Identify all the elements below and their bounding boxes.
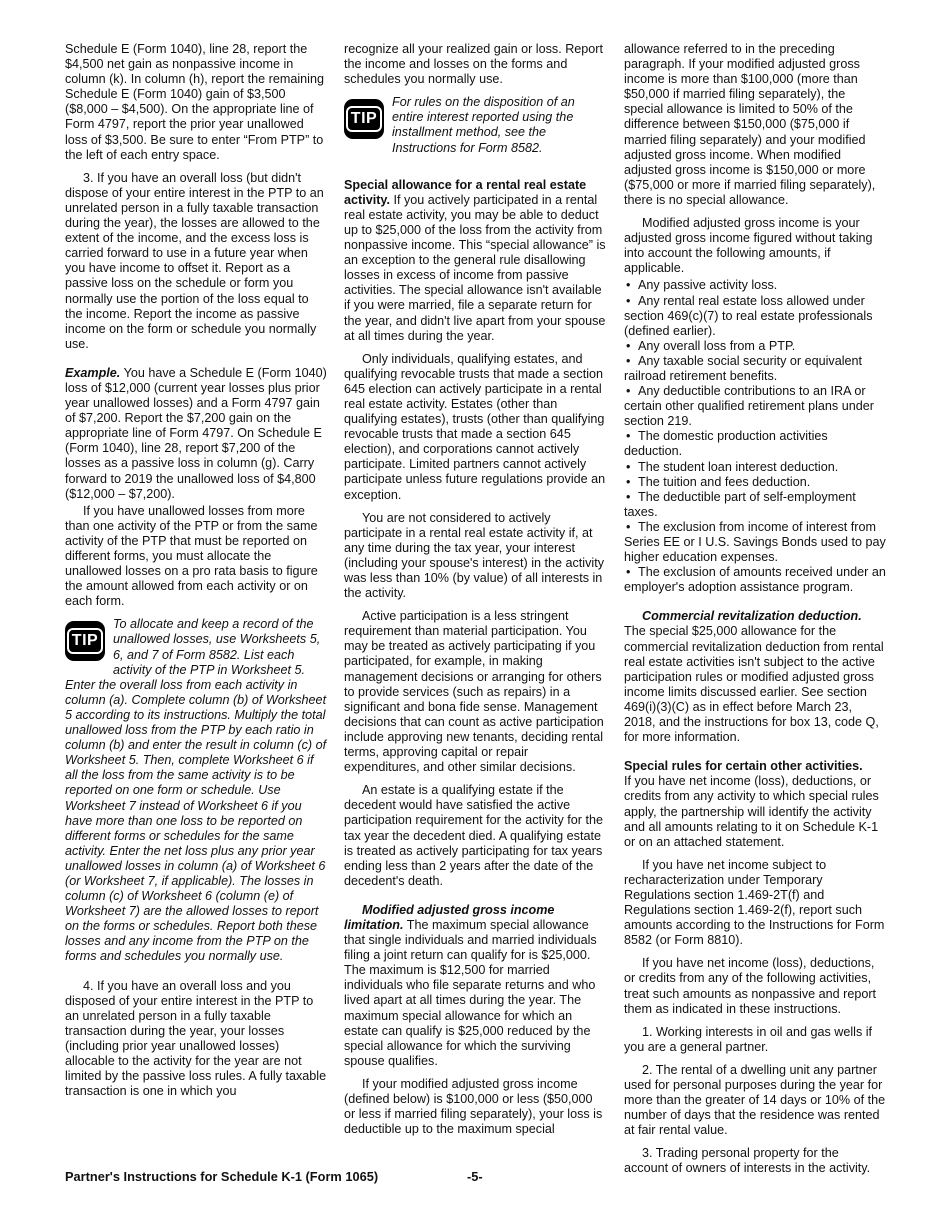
paragraph: recognize all your realized gain or loss. Report the income and losses on the forms and schedules you normally use.	[344, 42, 604, 87]
paragraph: If you have net income subject to recharacterization under Temporary Regulations section 1.469-2T(f) and Regulations section 1.469-2(f), report such amounts according to the Instructions for Form 8582 (or Form 8810).	[624, 857, 885, 948]
magi-text: The maximum special allowance that single individuals and married individuals filing a joint return can qualify for is $25,000. The maximum is $12,500 for married individuals who file separate returns and who lived apart at all times during the year. The maximum special allowance for which an estate can qualify is $25,000 reduced by the special allowance for which the surviving spouse qualifies.	[344, 917, 597, 1068]
paragraph: You are not considered to actively participate in a rental real estate activity if, at any time during the tax year, your interest (including your spouse's interest) in the activity was less than 10% (by value) of all interests in the activity.	[344, 510, 604, 601]
special-allowance-paragraph	[344, 178, 606, 344]
special-allowance-text: If you actively participated in a rental real estate activity, you may be able to deduct up to $25,000 of the loss from the activity from nonpassive income. This “special allowance” is an exception to the general rule disallowing losses in excess of income from passive activities. The special allowance isn't available if you were married, file a separate return for the year, and didn't live apart from your spouse at all times during the year.	[344, 192, 606, 343]
paragraph: 2. The rental of a dwelling unit any partner used for personal purposes during the year for more than the greater of 14 days or 10% of the number of days that the residence was rented at fair rental value.	[624, 1062, 886, 1138]
paragraph: 4. If you have an overall loss and you disposed of your entire interest in the PTP to an unrelated person in a fully taxable transaction during the year, your losses (including prior year unallowed losses) allocable to the activity for the year are not limited by the passive loss rules. A fully taxable transaction is one in which you	[65, 978, 327, 1099]
example-text: You have a Schedule E (Form 1040) loss of $12,000 (current year losses plus prior year unallowed losses) and a Form 4797 gain of $7,200. Report the $7,200 gain on the appropriate line of Form 4797. On Schedule E (Form 1040), line 28, report $7,200 of the losses as a passive loss in column (g). Carry forward to 2019 the unallowed loss of $4,800 ($12,000 – $7,200).	[65, 365, 327, 501]
bullet-list	[624, 278, 886, 595]
paragraph: 1. Working interests in oil and gas wells if you are a general partner.	[624, 1024, 873, 1054]
list-item: • Any passive activity loss.	[624, 278, 886, 293]
column-2	[344, 42, 606, 1139]
special-rules-heading: Special rules for certain other activities.	[624, 759, 863, 774]
tip-note	[65, 617, 327, 964]
crd-heading-line	[624, 609, 886, 624]
tip-icon: TIP	[344, 99, 384, 139]
example-label: Example.	[65, 365, 121, 380]
example-paragraph	[65, 366, 327, 502]
crd-label: Commercial revitalization deduction.	[642, 609, 862, 624]
magi-paragraph	[344, 903, 606, 1069]
special-rules-heading-line	[624, 759, 886, 774]
paragraph: Only individuals, qualifying estates, and qualifying revocable trusts that made a section 645 election can actively participate in a rental real estate activity. Estates (other than qualifying estates), trusts (other than qualifying revocable trusts that made a section 645 election), and corporations cannot actively participate. Limited partners cannot actively participate unless future regulations provide an exception.	[344, 351, 606, 502]
list-item: • The exclusion from income of interest from Series EE or I U.S. Savings Bonds used to pay higher education expenses.	[624, 520, 886, 565]
list-item: • The deductible part of self-employment taxes.	[624, 490, 886, 520]
tip-icon: TIP	[65, 621, 105, 661]
paragraph: The special $25,000 allowance for the commercial revitalization deduction from rental real estate activities isn't subject to the active participation rules or modified adjusted gross income limits discussed earlier. See section 469(i)(3)(C) as in effect before March 23, 2018, and the instructions for box 13, code Q, for more information.	[624, 624, 884, 745]
special-allowance-heading: Special allowance for a rental real estate activity.	[344, 177, 587, 207]
paragraph: An estate is a qualifying estate if the decedent would have satisfied the active participation requirement for the activity for the tax year the decedent died. A qualifying estate is treated as actively participating for tax years ending less than 2 years after the date of the decedent's death.	[344, 783, 603, 888]
paragraph: If your modified adjusted gross income (defined below) is $100,000 or less ($50,000 or less if married filing separately), your loss is deductible up to the maximum special	[344, 1076, 603, 1137]
list-item: • Any rental real estate loss allowed under section 469(c)(7) to real estate professionals (defined earlier).	[624, 294, 886, 339]
paragraph: If you have net income (loss), deductions, or credits from any of the following activities, treat such amounts as nonpassive and report them as indicated in these instructions.	[624, 956, 877, 1016]
paragraph: If you have unallowed losses from more than one activity of the PTP or from the same activity of the PTP that must be reported on different forms, you must allocate the unallowed losses on a pro rata basis to figure the amount allowed from each activity or on each form.	[65, 503, 318, 609]
magi-label: Modified adjusted gross income limitation.	[344, 902, 555, 932]
paragraph: Schedule E (Form 1040), line 28, report the $4,500 net gain as nonpassive income in column (k). In column (h), report the remaining Schedule E (Form 1040) gain of $3,500 ($8,000 – $4,500). On the appropriate line of Form 4797, report the prior year unallowed loss of $3,500. Be sure to enter “From PTP” to the left of each entry space.	[65, 42, 324, 162]
footer-title: Partner's Instructions for Schedule K-1 (Form 1065)	[65, 1169, 379, 1184]
tip-text: For rules on the disposition of an entire interest reported using the installment method, see the Instructions for Form 8582.	[392, 95, 575, 155]
paragraph: 3. If you have an overall loss (but didn't dispose of your entire interest in the PTP to an unrelated person in a fully taxable transaction during the year), the losses are allowed to the extent of the income, and the excess loss is carried forward to use in a future year when you have income to offset it. Report as a passive loss on the schedule or form you normally use the portion of the loss equal to the income. Report the income as passive income on the form or schedule you normally use.	[65, 170, 324, 351]
paragraph: Active participation is a less stringent requirement than material participation. You may be treated as actively participating if you participated, for example, in making management decisions or arranging for others to provide services (such as repairs) in a significant and bona fide sense. Management decisions that can count as active participation include approving new tenants, deciding rental terms, approving capital or repair expenditures, and other similar decisions.	[344, 609, 604, 775]
column-3	[624, 42, 886, 1179]
tip-text: To allocate and keep a record of the unallowed losses, use Worksheets 5, 6, and 7 of Form 8582. List each activity of the PTP in Worksheet 5. Enter the overall loss from each activity in column (a). Complete column (b) of Worksheet 5 according to its instructions. Multiply the total unallowed loss from the PTP by each ratio in column (b) and enter the result in column (c) of Worksheet 5. Then, complete Worksheet 6 if all the loss from the same activity is to be reported on one form or schedule. Use Worksheet 7 instead of Worksheet 6 if you have more than one loss to be reported on different forms or schedules for the same activity. Enter the net loss plus any prior year unallowed losses in column (a) of Worksheet 6 (or Worksheet 7, if applicable). The losses in column (c) of Worksheet 6 (column (e) of Worksheet 7) are the allowed losses to report on the forms or schedules. Report both these losses and any income from the PTP on the forms and schedules you normally use.	[65, 617, 327, 964]
paragraph: 3. Trading personal property for the account of owners of interests in the activity.	[624, 1146, 871, 1176]
list-item: • Any deductible contributions to an IRA or certain other qualified retirement plans under section 219.	[624, 384, 886, 429]
paragraph: If you have net income (loss), deductions, or credits from any activity to which special rules apply, the partnership will identify the activity and all amounts relating to it on Schedule K-1 or on an attached statement.	[624, 774, 879, 849]
paragraph: Modified adjusted gross income is your adjusted gross income figured without taking into account the following amounts, if applicable.	[624, 216, 873, 276]
list-item: • The tuition and fees deduction.	[624, 475, 886, 490]
page-number: -5-	[467, 1169, 483, 1184]
list-item: • Any taxable social security or equivalent railroad retirement benefits.	[624, 354, 886, 384]
list-item: • The domestic production activities deduction.	[624, 429, 886, 459]
tip-note	[344, 95, 606, 155]
list-item: • The student loan interest deduction.	[624, 460, 886, 475]
paragraph: allowance referred to in the preceding paragraph. If your modified adjusted gross income is more than $100,000 (more than $50,000 if married filing separately), the special allowance is limited to 50% of the difference between $150,000 ($75,000 if married filing separately) and your modified adjusted gross income. When modified adjusted gross income is $150,000 or more ($75,000 or more if married filing separately), there is no special allowance.	[624, 42, 876, 207]
list-item: • The exclusion of amounts received under an employer's adoption assistance program.	[624, 565, 886, 595]
column-1	[65, 42, 327, 1101]
list-item: • Any overall loss from a PTP.	[624, 339, 886, 354]
